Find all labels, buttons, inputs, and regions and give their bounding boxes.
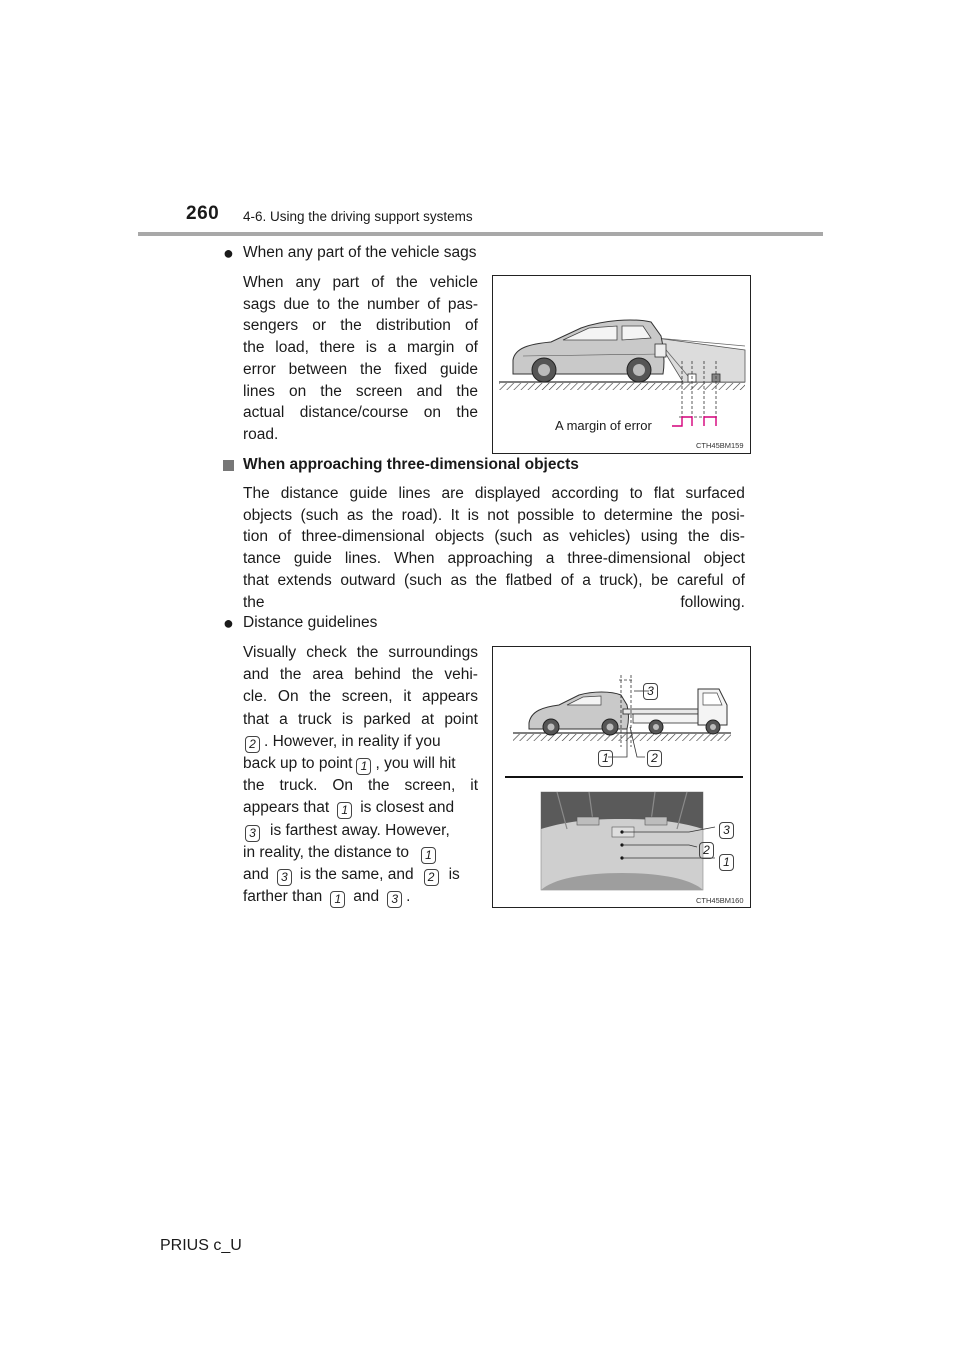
distance-line: farther than — [243, 888, 323, 906]
distance-figure — [492, 646, 751, 908]
three-d-paragraph — [243, 483, 745, 613]
callout-1: 1 — [719, 854, 734, 871]
three-d-line: tion of three-dimensional objects (such as vehicles) using the dis- — [243, 528, 745, 546]
sag-line: error between the fixed guide — [243, 360, 478, 378]
distance-paragraph — [243, 642, 478, 908]
callout-3: 3 — [719, 822, 734, 839]
distance-line: , you will hit — [375, 755, 456, 773]
callout-2: 2 — [699, 842, 714, 859]
footer-model: PRIUS c_U — [160, 1237, 242, 1254]
distance-line: . — [406, 888, 411, 906]
sag-line: actual distance/course on the — [243, 404, 478, 422]
figure-code: CTH45BM160 — [696, 896, 744, 905]
callout-2: 2 — [647, 750, 662, 767]
sag-paragraph — [243, 272, 478, 446]
sag-figure — [492, 275, 751, 454]
section-square-icon — [223, 460, 234, 471]
distance-line: the truck. On the screen, it — [243, 777, 478, 795]
sag-line: road. — [243, 425, 279, 443]
point-number-2: 2 — [424, 869, 439, 886]
point-number-3: 3 — [277, 869, 292, 886]
point-number-1: 1 — [356, 758, 371, 775]
callout-1: 1 — [598, 750, 613, 767]
distance-line: . However, in reality if you — [264, 732, 441, 750]
distance-line: is the same, and — [299, 866, 414, 884]
distance-line: and — [353, 888, 380, 906]
sag-line: sags due to the number of pas- — [243, 295, 478, 313]
point-number-3: 3 — [245, 825, 260, 842]
point-number-1: 1 — [337, 802, 352, 819]
three-d-line: that extends outward (such as the flatbed of a truck), be careful of — [243, 571, 745, 589]
distance-line: appears that — [243, 799, 330, 817]
sag-line: lines on the screen and the — [243, 382, 478, 400]
distance-title: Distance guidelines — [243, 614, 378, 631]
point-number-1: 1 — [421, 847, 436, 864]
distance-line: that a truck is parked at point — [243, 710, 478, 728]
bullet-icon: ● — [223, 243, 234, 263]
figure-code: CTH45BM159 — [696, 441, 744, 450]
distance-line: cle. On the screen, it appears — [243, 688, 478, 706]
point-number-3: 3 — [387, 891, 402, 908]
distance-line: is farthest away. However, — [270, 821, 450, 839]
sag-title: When any part of the vehicle sags — [243, 244, 477, 261]
margin-of-error-label: A margin of error — [555, 418, 652, 433]
distance-line: and — [243, 866, 269, 884]
sag-line: When any part of the vehicle — [243, 274, 478, 291]
three-d-line: The distance guide lines are displayed according to flat surfaced — [243, 485, 745, 502]
point-number-1: 1 — [330, 891, 345, 908]
section-title: 4-6. Using the driving support systems — [243, 209, 473, 224]
distance-line: and the area behind the vehi- — [243, 666, 478, 684]
distance-line: is — [448, 866, 460, 884]
header-rule — [138, 232, 823, 236]
distance-line: back up to point — [243, 755, 353, 773]
point-number-2: 2 — [245, 736, 260, 753]
callout-3: 3 — [643, 683, 658, 700]
three-d-line: the following. — [243, 593, 745, 611]
three-d-line: objects (such as the road). It is not possible to determine the posi- — [243, 506, 745, 524]
distance-line: Visually check the surroundings — [243, 644, 478, 661]
truck-distance-illustration — [493, 647, 750, 907]
page-number: 260 — [186, 203, 220, 224]
sag-line: sengers or the distribution of — [243, 317, 478, 335]
bullet-icon: ● — [223, 613, 234, 633]
three-d-line: tance guide lines. When approaching a three-dimensional object — [243, 550, 745, 568]
distance-line: in reality, the distance to — [243, 843, 409, 861]
three-d-heading: When approaching three-dimensional objects — [243, 456, 579, 473]
sag-line: the load, there is a margin of — [243, 339, 478, 357]
distance-line: is closest and — [360, 799, 455, 817]
